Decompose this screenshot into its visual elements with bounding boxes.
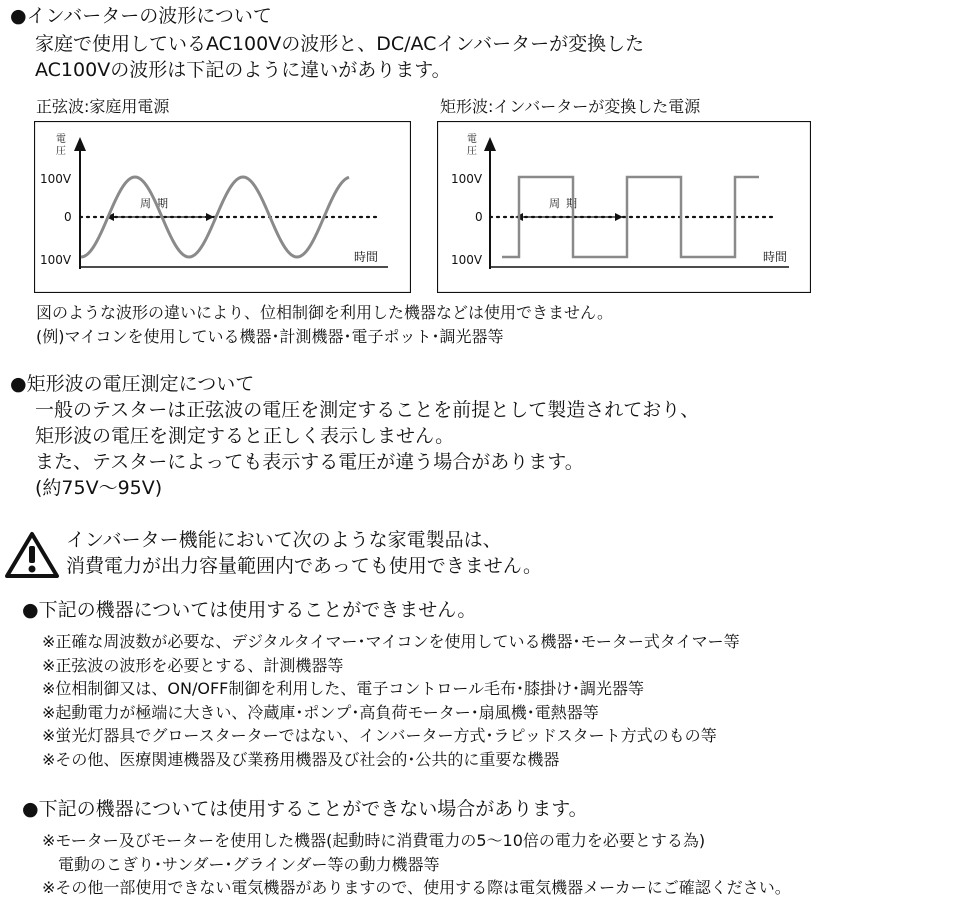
section-heading-measurement: ●矩形波の電圧測定について — [10, 373, 255, 395]
section-body-measurement — [35, 397, 699, 501]
list-item: ※起動電力が極端に大きい、冷蔵庫･ポンプ･高負荷モーター･扇風機･電熱器等 — [42, 702, 599, 722]
ylabel-char-1: 電 — [467, 134, 477, 145]
note-line: 図のような波形の違いにより、位相制御を利用した機器などは使用できません。 — [36, 303, 613, 322]
square-wave-chart — [437, 121, 811, 293]
ylabel-char-2: 圧 — [56, 146, 66, 157]
list-item: ※正弦波の波形を必要とする、計測機器等 — [42, 655, 344, 675]
list-item: ※その他、医療関連機器及び業務用機器及び社会的･公共的に重要な機器 — [42, 749, 560, 769]
list-item: ※蛍光灯器具でグロースターターではない、インバーター方式･ラピッドスタート方式のもの等 — [42, 726, 717, 745]
list-item: ※位相制御又は、ON/OFF制御を利用した、電子コントロール毛布･膝掛け･調光器等 — [42, 679, 645, 698]
body-line: 矩形波の電圧を測定すると正しく表示しません。 — [35, 425, 455, 447]
section-heading-may-not-be-usable: ●下記の機器については使用することができない場合があります。 — [22, 798, 588, 820]
xlabel: 時間 — [354, 250, 379, 264]
body-line: AC100Vの波形は下記のように違いがあります。 — [35, 59, 451, 81]
period-label: 周期 — [549, 197, 583, 210]
section-body-waveform — [35, 31, 644, 83]
ylabel-char-1: 電 — [56, 134, 66, 145]
warning-icon — [4, 531, 60, 579]
body-line: 家庭で使用しているAC100Vの波形と、DC/ACインバーターが変換した — [35, 33, 645, 55]
tick-label-bottom: 100V — [451, 253, 483, 267]
warning-line: 消費電力が出力容量範囲内であっても使用できません。 — [66, 555, 542, 577]
not-usable-list — [42, 630, 740, 771]
chart-title-square: 矩形波:インバーターが変換した電源 — [440, 97, 701, 116]
list-item: ※モーター及びモーターを使用した機器(起動時に消費電力の5〜10倍の電力を必要とする為) — [42, 831, 706, 850]
chart-title-sine: 正弦波:家庭用電源 — [36, 97, 170, 116]
section-heading-waveform: ●インバーターの波形について — [10, 5, 272, 27]
ylabel-char-2: 圧 — [467, 146, 477, 157]
tick-label-bottom: 100V — [40, 253, 72, 267]
warning-text — [66, 527, 542, 579]
tick-label-zero: 0 — [475, 210, 483, 224]
section-heading-not-usable: ●下記の機器については使用することができません。 — [22, 599, 477, 621]
list-item: ※その他一部使用できない電気機器がありますので、使用する際は電気機器メーカーにご確認ください。 — [42, 878, 791, 897]
sine-wave-chart — [34, 121, 411, 293]
list-item: 電動のこぎり･サンダー･グラインダー等の動力機器等 — [42, 854, 440, 874]
tick-label-zero: 0 — [64, 210, 72, 224]
chart-note — [36, 301, 613, 349]
tick-label-top: 100V — [451, 172, 483, 186]
body-line: また、テスターによっても表示する電圧が違う場合があります。 — [35, 451, 584, 473]
may-not-be-usable-list — [42, 829, 791, 900]
tick-label-top: 100V — [40, 172, 72, 186]
body-line: 一般のテスターは正弦波の電圧を測定することを前提として製造されており、 — [35, 399, 700, 421]
note-line: (例)マイコンを使用している機器･計測機器･電子ポット･調光器等 — [36, 327, 504, 346]
warning-line: インバーター機能において次のような家電製品は、 — [66, 529, 502, 551]
period-label: 周期 — [140, 197, 174, 210]
xlabel: 時間 — [763, 250, 788, 264]
body-line: (約75V〜95V) — [35, 477, 163, 499]
list-item: ※正確な周波数が必要な、デジタルタイマー･マイコンを使用している機器･モーター式タイマー等 — [42, 632, 740, 651]
